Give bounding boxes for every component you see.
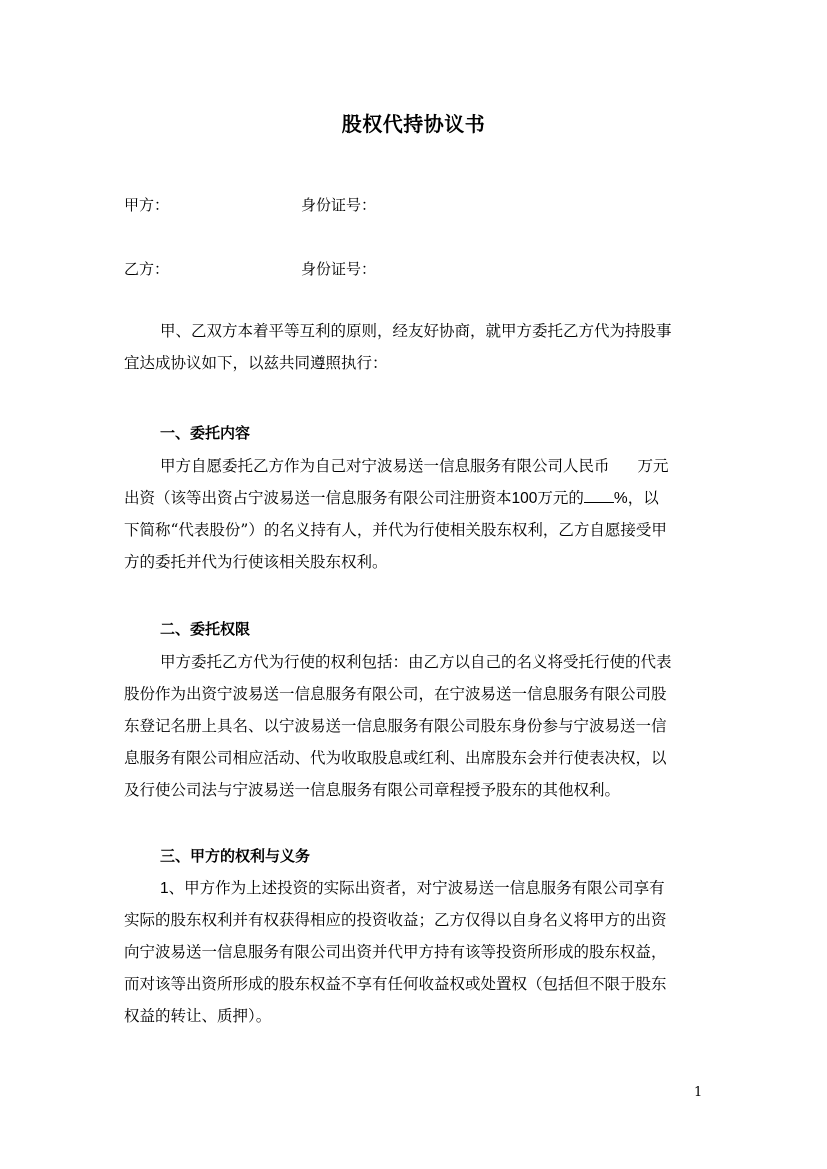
intro-line-1: 甲、乙双方本着平等互利的原则，经友好协商，就甲方委托乙方代为持股事 — [160, 322, 672, 340]
section-3-line-5: 权益的转让、质押）。 — [124, 1007, 272, 1025]
section-3-paragraph — [124, 872, 702, 1032]
section-3-line-4: 而对该等出资所形成的股东权益不享有任何收益权或处置权（包括但不限于股东 — [124, 975, 667, 993]
section-3-line-1-text: 、甲方作为上述投资的实际出资者，对宁波易送一信息服务有限公司享有 — [168, 879, 665, 897]
section-3-line-2: 实际的股东权利并有权获得相应的投资收益；乙方仅得以自身名义将甲方的出资 — [124, 911, 667, 929]
section-2-paragraph — [124, 646, 702, 806]
party-b-label: 乙方： — [124, 260, 170, 278]
percentage-blank — [584, 488, 614, 503]
intro-paragraph — [124, 315, 702, 379]
section-1-line-2 — [124, 482, 702, 514]
section-2-line-2: 股份作为出资宁波易送一信息服务有限公司，在宁波易送一信息服务有限公司股 — [124, 685, 667, 703]
section-1-heading: 一、委托内容 — [160, 424, 251, 442]
section-1-paragraph — [124, 450, 702, 578]
section-1-line-2-pct: %，以 — [613, 490, 659, 507]
document-title: 股权代持协议书 — [341, 112, 486, 136]
intro-line-2: 宜达成协议如下，以兹共同遵照执行： — [124, 354, 388, 372]
section-3-line-1 — [124, 872, 702, 904]
section-1-line-1 — [124, 450, 702, 482]
section-1-line-2a: 出资（该等出资占宁波易送一信息服务有限公司注册资本 — [124, 489, 512, 507]
section-1-line-2b: 万元的 — [537, 489, 584, 507]
section-2-line-1: 甲方委托乙方代为行使的权利包括：由乙方以自己的名义将受托行使的代表 — [160, 653, 672, 671]
party-b-id-label: 身份证号： — [301, 260, 377, 278]
section-1-line-1a: 甲方自愿委托乙方作为自己对宁波易送一信息服务有限公司人民币 — [160, 457, 610, 475]
party-a-id-label: 身份证号： — [301, 196, 377, 214]
section-1-line-3: 下简称“代表股份”）的名义持有人，并代为行使相关股东权利，乙方自愿接受甲 — [124, 521, 667, 539]
section-1-line-4: 方的委托并代为行使该相关股东权利。 — [124, 553, 388, 571]
party-a-label: 甲方： — [124, 196, 170, 214]
item-number: 1 — [160, 880, 169, 897]
section-3-line-3: 向宁波易送一信息服务有限公司出资并代甲方持有该等投资所形成的股东权益， — [124, 943, 667, 961]
section-2-heading: 二、委托权限 — [160, 620, 251, 638]
section-3-heading: 三、甲方的权利与义务 — [160, 847, 311, 865]
section-2-line-5: 及行使公司法与宁波易送一信息服务有限公司章程授予股东的其他权利。 — [124, 781, 621, 799]
capital-amount: 100 — [511, 490, 538, 507]
page-number: 1 — [694, 1085, 703, 1100]
section-2-line-3: 东登记名册上具名、以宁波易送一信息服务有限公司股东身份参与宁波易送一信 — [124, 717, 667, 735]
section-2-line-4: 息服务有限公司相应活动、代为收取股息或红利、出席股东会并行使表决权，以 — [124, 749, 667, 767]
section-1-line-1b: 万元 — [637, 457, 669, 475]
